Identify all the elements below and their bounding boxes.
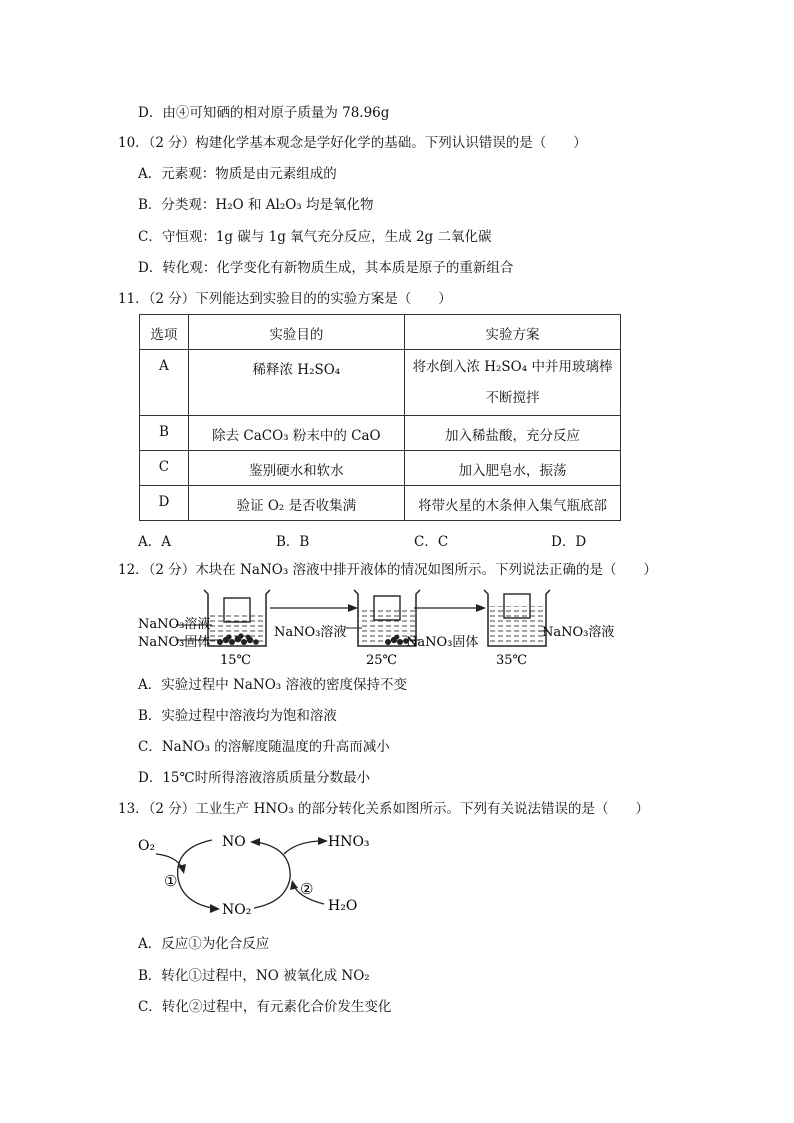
cell-goal: 稀释浓 H₂SO₄ xyxy=(188,350,404,416)
q11-answer-b: B．B xyxy=(276,534,310,550)
label-solid-1: NaNO₃固体 xyxy=(138,635,211,650)
q13-option-a: A．反应①为化合反应 xyxy=(138,936,270,952)
cell-plan: 加入稀盐酸，充分反应 xyxy=(404,416,620,451)
table-row xyxy=(140,416,621,451)
table-row xyxy=(140,486,621,521)
table-row xyxy=(140,451,621,486)
q12-option-a: A．实验过程中 NaNO₃ 溶液的密度保持不变 xyxy=(138,677,407,693)
label-h2o: H₂O xyxy=(328,898,358,914)
cell-option: D xyxy=(140,486,189,521)
label-temp-1: 15℃ xyxy=(220,653,252,668)
q11-stem: 11．（2 分）下列能达到实验目的的实验方案是（ ） xyxy=(118,291,452,307)
q13-option-b: B．转化①过程中，NO 被氧化成 NO₂ xyxy=(138,968,370,984)
label-temp-2: 25℃ xyxy=(366,653,398,668)
q9-option-d: D．由④可知硒的相对原子质量为 78.96g xyxy=(138,105,390,121)
label-no2: NO₂ xyxy=(222,902,252,918)
label-step-1: ① xyxy=(164,872,178,890)
label-no: NO xyxy=(222,834,246,850)
q12-stem: 12．（2 分）木块在 NaNO₃ 溶液中排开液体的情况如图所示。下列说法正确的是（ ） xyxy=(118,562,658,578)
q10-option-c: C．守恒观：1g 碳与 1g 氧气充分反应，生成 2g 二氧化碳 xyxy=(138,229,492,245)
q12-figure xyxy=(130,584,630,670)
q10-option-d: D．转化观：化学变化有新物质生成，其本质是原子的重新组合 xyxy=(138,260,514,276)
q11-table xyxy=(139,314,621,521)
q13-stem: 13．（2 分）工业生产 HNO₃ 的部分转化关系如图所示。下列有关说法错误的是（ ） xyxy=(118,801,649,817)
q12-option-b: B．实验过程中溶液均为饱和溶液 xyxy=(138,708,337,724)
q11-answer-d: D．D xyxy=(551,534,587,550)
q12-option-d: D．15℃时所得溶液溶质质量分数最小 xyxy=(138,770,371,786)
cell-goal: 除去 CaCO₃ 粉末中的 CaO xyxy=(188,416,404,451)
label-solid-2: NaNO₃固体 xyxy=(406,635,479,650)
cell-plan-line1: 将水倒入浓 H₂SO₄ 中并用玻璃棒 xyxy=(412,359,613,375)
header-plan: 实验方案 xyxy=(404,315,620,350)
label-step-2: ② xyxy=(300,880,314,898)
q10-option-a: A．元素观：物质是由元素组成的 xyxy=(138,166,337,182)
q11-answer-c: C．C xyxy=(414,534,449,550)
label-temp-3: 35℃ xyxy=(496,653,528,668)
beaker-35c xyxy=(484,590,550,646)
q10-option-b: B．分类观：H₂O 和 Al₂O₃ 均是氧化物 xyxy=(138,197,374,213)
cell-plan-line2: 不断搅拌 xyxy=(485,390,540,406)
cell-option: B xyxy=(140,416,189,451)
label-sol-2: NaNO₃溶液 xyxy=(274,625,347,640)
cell-goal: 验证 O₂ 是否收集满 xyxy=(188,486,404,521)
label-sol-3: NaNO₃溶液 xyxy=(542,625,615,640)
cell-goal: 鉴别硬水和软水 xyxy=(188,451,404,486)
cell-option: C xyxy=(140,451,189,486)
label-hno3: HNO₃ xyxy=(328,834,370,850)
table-row xyxy=(140,350,621,416)
cell-plan: 加入肥皂水，振荡 xyxy=(404,451,620,486)
q12-option-c: C．NaNO₃ 的溶解度随温度的升高而减小 xyxy=(138,739,390,755)
header-goal: 实验目的 xyxy=(188,315,404,350)
q10-stem: 10．（2 分）构建化学基本观念是学好化学的基础。下列认识错误的是（ ） xyxy=(118,135,587,151)
cell-plan xyxy=(404,350,620,416)
header-option: 选项 xyxy=(140,315,189,350)
q13-option-c: C．转化②过程中，有元素化合价发生变化 xyxy=(138,999,392,1015)
cell-plan: 将带火星的木条伸入集气瓶底部 xyxy=(404,486,620,521)
q13-figure xyxy=(134,826,394,926)
cell-option: A xyxy=(140,350,189,416)
label-o2: O₂ xyxy=(138,838,156,854)
beaker-15c xyxy=(204,590,270,646)
label-sol-1: NaNO₃溶液 xyxy=(138,617,211,632)
q11-answer-a: A．A xyxy=(138,534,171,550)
